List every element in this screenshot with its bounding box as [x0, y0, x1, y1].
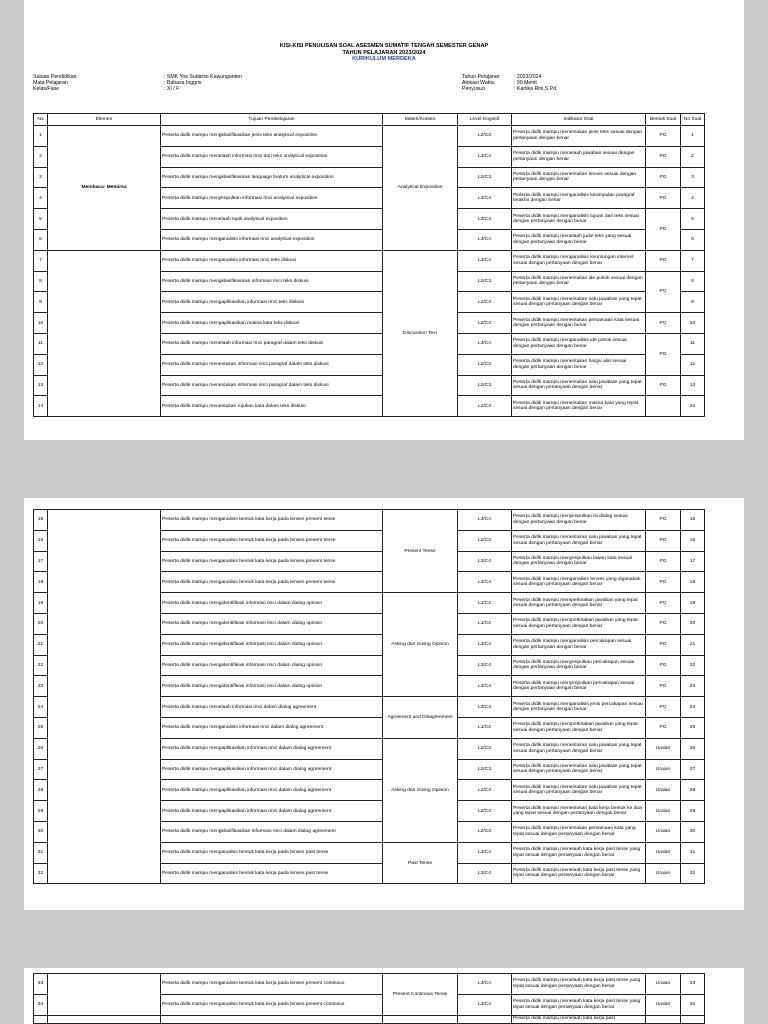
- question-number: 25: [681, 717, 705, 738]
- question-number: 20: [681, 613, 705, 634]
- question-indicator: Peserta didik mampu menentukan kata kerja bentuk ke dua yang tepat sesuai dengan pertanyaan dengan benar: [512, 801, 646, 822]
- table-row: [34, 250, 705, 271]
- question-form: Uraian: [646, 821, 681, 842]
- cognitive-level: L3/C4: [458, 551, 512, 572]
- question-indicator: Peserta didik mampu menentukan persamaan kata sesuai dengan pertanyaan dengan benar: [512, 313, 646, 334]
- cognitive-level: L2/C3: [458, 759, 512, 780]
- meta-label: Alokasi Waktu: [462, 80, 495, 87]
- row-number: 16: [34, 530, 48, 551]
- question-form: [646, 396, 681, 417]
- question-number: 13: [681, 375, 705, 396]
- cognitive-level: L3/C4: [458, 994, 512, 1015]
- row-number: 15: [34, 510, 48, 531]
- meta-value: : XI / F: [164, 86, 180, 93]
- meta-value: : 90 Menit: [514, 80, 537, 87]
- row-number: 2: [34, 146, 48, 167]
- question-number: 18: [681, 572, 705, 593]
- cognitive-level: L3/C4: [458, 250, 512, 271]
- table-header-row: [34, 114, 705, 126]
- table-row: [34, 510, 705, 531]
- meta-right-values: [514, 74, 558, 93]
- question-number: 30: [681, 821, 705, 842]
- material-cell: Asking dan Giving Opinion: [383, 738, 458, 842]
- learning-objective: Peserta didik mampu menganalisis bentuk kata kerja pada tenses past tense: [161, 842, 383, 863]
- learning-objective: Peserta didik mampu mengklasifikasikan language feature analytical exposition: [161, 167, 383, 188]
- question-indicator: Peserta didik mampu menentukan makna kata yang tepat sesuai dengan pertanyaan dengan benar: [512, 396, 646, 417]
- question-form: Uraian: [646, 738, 681, 759]
- meta-right-labels: [462, 74, 500, 93]
- row-number: 30: [34, 821, 48, 842]
- question-number: 29: [681, 801, 705, 822]
- row-number: 21: [34, 634, 48, 655]
- meta-value: : SMK Yos Sudarso Kawunganten: [164, 74, 242, 80]
- cognitive-level: L2/C3: [458, 313, 512, 334]
- row-number: 22: [34, 655, 48, 676]
- question-indicator: Peserta didik mampu menyimpulkan percakapan sesuai dengan pertanyaan dengan benar: [512, 655, 646, 676]
- row-number: 3: [34, 167, 48, 188]
- question-number: 16: [681, 530, 705, 551]
- empty-cell: [681, 1015, 705, 1023]
- column-header: No Soal: [681, 114, 705, 126]
- question-indicator: Peserta didik mampu menelaah jawaban sesuai dengan pertanyaan dengan benar: [512, 146, 646, 167]
- question-form: PG: [646, 250, 681, 271]
- material-cell: Present Tense: [383, 510, 458, 593]
- table-row: [34, 126, 705, 147]
- question-indicator: Peserta didik mampu menentukan satu jawaban yang tepat sesuai dengan pertanyaan dengan benar: [512, 375, 646, 396]
- question-indicator: Peserta didik mampu menelaah kata kerja past tense yang tepat sesuai dengan pertanyaan dengan benar: [512, 863, 646, 884]
- learning-objective: Peserta didik mampu mengaplikasikan makna kata teks diskusi: [161, 313, 383, 334]
- question-number: 10: [681, 313, 705, 334]
- meta-label: Penyusun: [462, 86, 486, 93]
- learning-objective: Peserta didik mampu menganalisis bentuk kata kerja pada tenses present tense: [161, 551, 383, 572]
- question-form: PG: [646, 188, 681, 209]
- cognitive-level: L1/C2: [458, 717, 512, 738]
- empty-cell: [383, 1015, 458, 1023]
- question-form: PG: [646, 530, 681, 551]
- question-number: 21: [681, 634, 705, 655]
- learning-objective: Peserta didik mampu mengklasifikasikan informasi rinci teks diskusi: [161, 271, 383, 292]
- row-number: 11: [34, 333, 48, 354]
- question-indicator: Peserta didik mampu menganalisis tujuan dari teks sesuai dengan pertanyaan dengan benar: [512, 209, 646, 230]
- question-number: 4: [681, 188, 705, 209]
- question-indicator: Peserta didik mampu menyimpulkan lawan kata sesuai dengan pertanyaan dengan benar: [512, 551, 646, 572]
- row-number: 6: [34, 229, 48, 250]
- empty-cell: [646, 1015, 681, 1023]
- question-form: PG: [646, 333, 681, 375]
- row-number: 12: [34, 354, 48, 375]
- row-number: 1: [34, 126, 48, 147]
- question-number: 5: [681, 209, 705, 230]
- question-indicator: Peserta didik mampu menganalisis jenis percakapan sesuai dengan pertanyaan dengan benar: [512, 697, 646, 718]
- question-number: 12: [681, 354, 705, 375]
- material-cell: Analytical Exposition: [383, 126, 458, 251]
- cognitive-level: L2/C3: [458, 354, 512, 375]
- learning-objective: Peserta didik mampu mengklasifikasikan informasi rinci dalam dialog agreement: [161, 821, 383, 842]
- column-header: No: [34, 114, 48, 126]
- empty-cell: [458, 1015, 512, 1023]
- question-indicator: Peserta didik mampu menyimpulkan isi dialog sesuai dengan pertanyaan dengan benar: [512, 510, 646, 531]
- cognitive-level: L3/C4: [458, 146, 512, 167]
- question-form: PG: [646, 655, 681, 676]
- question-form: Uraian: [646, 994, 681, 1015]
- question-number: 28: [681, 780, 705, 801]
- meta-value: : Bahasa Inggris: [164, 80, 202, 87]
- cognitive-level: L2/C3: [458, 821, 512, 842]
- question-form: Uraian: [646, 780, 681, 801]
- material-cell: Present Continous Tense: [383, 974, 458, 1016]
- question-indicator: Peserta didik mampu menganalisis ide pokok sesuai dengan pertanyaan dengan benar: [512, 333, 646, 354]
- learning-objective: Peserta didik mampu menganalisis bentuk kata kerja pada tenses present continous: [161, 994, 383, 1015]
- row-number: 10: [34, 313, 48, 334]
- table-row: [34, 1015, 705, 1023]
- cognitive-level: L2/C3: [458, 292, 512, 313]
- cognitive-level: L3/C4: [458, 229, 512, 250]
- question-number: 34: [681, 994, 705, 1015]
- question-indicator: Peserta didik mampu menentukan satu jawaban yang tepat sesuai dengan pertanyaan dengan benar: [512, 759, 646, 780]
- question-form: PG: [646, 510, 681, 531]
- question-form: Uraian: [646, 759, 681, 780]
- row-number: 26: [34, 738, 48, 759]
- material-cell: Discussion Text: [383, 250, 458, 416]
- empty-cell: [34, 1015, 48, 1023]
- row-number: 20: [34, 613, 48, 634]
- cognitive-level: L2/C3: [458, 396, 512, 417]
- element-cell: [48, 250, 161, 416]
- document-header: [24, 43, 744, 63]
- question-indicator: Peserta didik mampu menentukan fungsi alat sesuai dengan pertanyaan dengan benar: [512, 354, 646, 375]
- grid-table-page-3: [33, 973, 705, 1024]
- cognitive-level: L2/C3: [458, 271, 512, 292]
- row-number: 8: [34, 271, 48, 292]
- learning-objective: Peserta didik mampu menelaah informasi rinci dari teks analytical exposition: [161, 146, 383, 167]
- document-year: TAHUN PELAJARAN 2023/2024: [342, 49, 426, 56]
- row-number: 29: [34, 801, 48, 822]
- question-form: PG: [646, 572, 681, 593]
- material-cell: Agreement and Disagreement: [383, 697, 458, 739]
- cognitive-level: L3/C4: [458, 676, 512, 697]
- learning-objective: Peserta didik mampu mengidentifikasi informasi rinci dalam dialog opinion: [161, 613, 383, 634]
- question-number: 33: [681, 974, 705, 995]
- learning-objective: Peserta didik mampu menelaah topik analytical exposition: [161, 209, 383, 230]
- meta-left-values: [164, 74, 242, 93]
- question-indicator: Peserta didik mampu menelaah kata kerja past tense yang tepat sesuai dengan pertanyaan dengan benar: [512, 994, 646, 1015]
- question-number: 31: [681, 842, 705, 863]
- question-indicator: Peserta didik mampu menganalisis percakapan sesuai dengan pertanyaan dengan benar: [512, 634, 646, 655]
- learning-objective: Peserta didik mampu menganalisis bentuk kata kerja pada tenses present tense: [161, 530, 383, 551]
- learning-objective: Peserta didik mampu menentukan rujukan kata dalam teks diskusi: [161, 396, 383, 417]
- curriculum-label: KURIKULUM MERDEKA: [352, 56, 416, 63]
- learning-objective: Peserta didik mampu menyimpulkan informasi rinci analytical exposition: [161, 188, 383, 209]
- grid-table-page-1: [33, 113, 705, 417]
- question-form: PG: [646, 613, 681, 634]
- element-cell: Membaca- Memirsa: [48, 126, 161, 251]
- question-form: PG: [646, 209, 681, 251]
- cognitive-level: L1/C2: [458, 613, 512, 634]
- question-form: PG: [646, 146, 681, 167]
- meta-left-labels: [33, 74, 77, 93]
- question-form: Uraian: [646, 842, 681, 863]
- question-number: 17: [681, 551, 705, 572]
- question-form: PG: [646, 167, 681, 188]
- learning-objective: Peserta didik mampu mengidentifikasi informasi rinci dalam dialog opinion: [161, 634, 383, 655]
- learning-objective: Peserta didik mampu menganalisis informasi rinci dalam dialog agreement: [161, 717, 383, 738]
- question-indicator: Peserta didik mampu memperkirakan jawaban yang tepat sesuai dengan pertanyaan dengan benar: [512, 717, 646, 738]
- question-indicator: Peserta didik mampu menentukan tenses sesuai dengan pertanyaan dengan benar: [512, 167, 646, 188]
- question-indicator: Peserta didik mampu menentukan satu jawaban yang tepat sesuai dengan pertanyaan dengan benar: [512, 780, 646, 801]
- question-indicator: Peserta didik mampu menentukan satu jawaban yang tepat sesuai dengan pertanyaan dengan benar: [512, 530, 646, 551]
- learning-objective: Peserta didik mampu menganalisis bentuk kata kerja pada tenses present tense: [161, 572, 383, 593]
- cognitive-level: L2/C3: [458, 126, 512, 147]
- learning-objective: Peserta didik mampu menelaah informasi rinci paragraf dalam teks diskusi: [161, 333, 383, 354]
- element-cell: [48, 974, 161, 1016]
- question-form: PG: [646, 697, 681, 718]
- cognitive-level: L3/C4: [458, 572, 512, 593]
- learning-objective: Peserta didik mampu menentukan informasi rinci paragraf dalam teks diskusi: [161, 354, 383, 375]
- row-number: 14: [34, 396, 48, 417]
- question-number: 24: [681, 697, 705, 718]
- question-indicator: Peserta didik mampu menyimpulkan percakapan sesuai dengan pertanyaan dengan benar: [512, 676, 646, 697]
- cognitive-level: L2/C3: [458, 738, 512, 759]
- column-header: Elemen: [48, 114, 161, 126]
- learning-objective: Peserta didik mampu menganalisis bentuk kata kerja pada tenses past tense: [161, 863, 383, 884]
- row-number: 18: [34, 572, 48, 593]
- learning-objective: Peserta didik mampu mengaplikasikan informasi rinci teks diskusi: [161, 292, 383, 313]
- learning-objective: Peserta didik mampu mengaplikasikan informasi rinci dalam dialog agreement: [161, 738, 383, 759]
- question-form: Uraian: [646, 863, 681, 884]
- question-number: 7: [681, 250, 705, 271]
- question-form: PG: [646, 313, 681, 334]
- question-form: Uraian: [646, 801, 681, 822]
- learning-objective: Peserta didik mampu mengaplikasikan informasi rinci dalam dialog agreement: [161, 759, 383, 780]
- row-number: 19: [34, 593, 48, 614]
- question-number: 3: [681, 167, 705, 188]
- question-form: PG: [646, 126, 681, 147]
- question-form: PG: [646, 271, 681, 313]
- question-number: 8: [681, 271, 705, 292]
- question-indicator: Peserta didik mampu menganalisis keuntungan internet sesuai dengan pertanyaan dengan benar: [512, 250, 646, 271]
- question-form: Uraian: [646, 974, 681, 995]
- question-form: PG: [646, 593, 681, 614]
- row-number: 17: [34, 551, 48, 572]
- document-page-3: [24, 968, 744, 1024]
- cognitive-level: L3/C4: [458, 188, 512, 209]
- learning-objective: Peserta didik mampu menelaah informasi rinci dalam dialog agreement: [161, 697, 383, 718]
- meta-value: : 2023/2024: [514, 74, 542, 80]
- column-header: Bentuk Soal: [646, 114, 681, 126]
- cognitive-level: L2/C3: [458, 530, 512, 551]
- row-number: 31: [34, 842, 48, 863]
- question-form: PG: [646, 717, 681, 738]
- learning-objective: Peserta didik mampu mengidentifikasi informasi rinci dalam dialog opinion: [161, 676, 383, 697]
- material-cell: Asking dan Giving Opinion: [383, 593, 458, 697]
- question-number: 9: [681, 292, 705, 313]
- question-indicator: Peserta didik mampu menelaah kata kerja past tense yang tepat sesuai dengan pertanyaan dengan benar: [512, 842, 646, 863]
- row-number: 27: [34, 759, 48, 780]
- row-number: 24: [34, 697, 48, 718]
- grid-table-page-2: [33, 509, 705, 884]
- meta-label: Tahun Pelajaran: [462, 74, 500, 80]
- table-row: [34, 974, 705, 995]
- cognitive-level: L1/C2: [458, 593, 512, 614]
- learning-objective: Peserta didik mampu mengaplikasikan informasi rinci dalam dialog agreement: [161, 780, 383, 801]
- question-indicator: Peserta didik mampu menentukan satu jawaban yang tepat sesuai dengan pertanyaan dengan benar: [512, 738, 646, 759]
- row-number: 25: [34, 717, 48, 738]
- question-form: PG: [646, 551, 681, 572]
- question-form: PG: [646, 375, 681, 396]
- document-page-1: [24, 0, 744, 440]
- column-header: Level Kognitif: [458, 114, 512, 126]
- cognitive-level: L2/C3: [458, 801, 512, 822]
- question-indicator: Peserta didik mampu menentukan ide pokok sesuai dengan pertanyaan dengan benar: [512, 271, 646, 292]
- question-number: 6: [681, 229, 705, 250]
- question-form: PG: [646, 676, 681, 697]
- question-number: 32: [681, 863, 705, 884]
- question-indicator: Peserta didik mampu memperkirakan jawaban yang tepat sesuai dengan pertanyaan dengan benar: [512, 613, 646, 634]
- question-number: 1: [681, 126, 705, 147]
- learning-objective: Peserta didik mampu menganalisis informasi rinci teks diskusi: [161, 250, 383, 271]
- empty-cell: [48, 1015, 161, 1023]
- question-number: 19: [681, 593, 705, 614]
- cognitive-level: L3/C4: [458, 842, 512, 863]
- question-indicator: Peserta didik mampu menganalisis kesimpulan paragraf terakhir dengan benar: [512, 188, 646, 209]
- question-indicator: Peserta didik mampu menelaah kata kerja past tense yang tepat sesuai dengan pertanyaan dengan benar: [512, 974, 646, 995]
- cognitive-level: L2/C3: [458, 780, 512, 801]
- question-form: PG: [646, 634, 681, 655]
- row-number: 4: [34, 188, 48, 209]
- empty-cell: [161, 1015, 383, 1023]
- row-number: 13: [34, 375, 48, 396]
- row-number: 33: [34, 974, 48, 995]
- cognitive-level: L2/C3: [458, 167, 512, 188]
- cognitive-level: L3/C4: [458, 974, 512, 995]
- question-indicator: Peserta didik mampu menelaah kata kerja past: [512, 1015, 646, 1023]
- question-number: 22: [681, 655, 705, 676]
- cognitive-level: L3/C4: [458, 333, 512, 354]
- learning-objective: Peserta didik mampu mengklasifikasikan jenis teks analytical exposition: [161, 126, 383, 147]
- learning-objective: Peserta didik mampu menganalisis bentuk kata kerja pada tenses present continous: [161, 974, 383, 995]
- row-number: 23: [34, 676, 48, 697]
- learning-objective: Peserta didik mampu menentukan informasi rinci paragraf dalam teks diskusi: [161, 375, 383, 396]
- question-number: 23: [681, 676, 705, 697]
- meta-value: : Kartika Rini,S.Pd.: [514, 86, 558, 93]
- document-page-2: [24, 498, 744, 910]
- row-number: 34: [34, 994, 48, 1015]
- meta-label: Satuan Pendidikan: [33, 74, 77, 80]
- row-number: 7: [34, 250, 48, 271]
- cognitive-level: L3/C4: [458, 510, 512, 531]
- question-indicator: Peserta didik mampu menentukan jenis teks sesuai dengan pertanyaan dengan benar: [512, 126, 646, 147]
- column-header: Tujuan Pembelajaran: [161, 114, 383, 126]
- document-title: KISI-KISI PENULISAN SOAL ASESMEN SUMATIF TENGAH SEMESTER GENAP: [279, 43, 489, 49]
- question-indicator: Peserta didik mampu menganalisis tenses yang digunakan sesuai dengan pertanyaan dengan benar: [512, 572, 646, 593]
- question-indicator: Peserta didik mampu menentukan satu jawaban yang tepat sesuai dengan pertanyaan dengan benar: [512, 292, 646, 313]
- material-cell: Past Tense: [383, 842, 458, 884]
- question-number: 27: [681, 759, 705, 780]
- element-cell: [48, 510, 161, 884]
- cognitive-level: L3/C4: [458, 863, 512, 884]
- learning-objective: Peserta didik mampu menganalisis informasi rinci analytical exposition: [161, 229, 383, 250]
- question-number: 26: [681, 738, 705, 759]
- question-number: 14: [681, 396, 705, 417]
- question-number: 2: [681, 146, 705, 167]
- column-header: Indikator Soal: [512, 114, 646, 126]
- learning-objective: Peserta didik mampu menganalisis bentuk kata kerja pada tenses present tense: [161, 510, 383, 531]
- cognitive-level: L2/C3: [458, 375, 512, 396]
- row-number: 32: [34, 863, 48, 884]
- question-indicator: Peserta didik mampu menelaah judul teks yang sesuai dengan pertanyaan dengan benar: [512, 229, 646, 250]
- row-number: 28: [34, 780, 48, 801]
- question-indicator: Peserta didik mampu menentukan persamaan kata yang tepat sesuai dengan pertanyaan dengan benar: [512, 821, 646, 842]
- cognitive-level: L3/C4: [458, 209, 512, 230]
- question-indicator: Peserta didik mampu memperkirakan jawaban yang tepat sesuai dengan pertanyaan dengan benar: [512, 593, 646, 614]
- learning-objective: Peserta didik mampu mengidentifikasi informasi rinci dalam dialog opinion: [161, 593, 383, 614]
- meta-label: Mata Pelajaran: [33, 80, 68, 87]
- question-number: 11: [681, 333, 705, 354]
- cognitive-level: L3/C4: [458, 634, 512, 655]
- learning-objective: Peserta didik mampu mengaplikasikan informasi rinci dalam dialog agreement: [161, 801, 383, 822]
- learning-objective: Peserta didik mampu mengidentifikasi informasi rinci dalam dialog opinion: [161, 655, 383, 676]
- column-header: Materi/Konten: [383, 114, 458, 126]
- cognitive-level: L3/C4: [458, 697, 512, 718]
- question-number: 15: [681, 510, 705, 531]
- cognitive-level: L3/C4: [458, 655, 512, 676]
- row-number: 9: [34, 292, 48, 313]
- meta-label: Kelas/Fase: [33, 86, 59, 93]
- row-number: 5: [34, 209, 48, 230]
